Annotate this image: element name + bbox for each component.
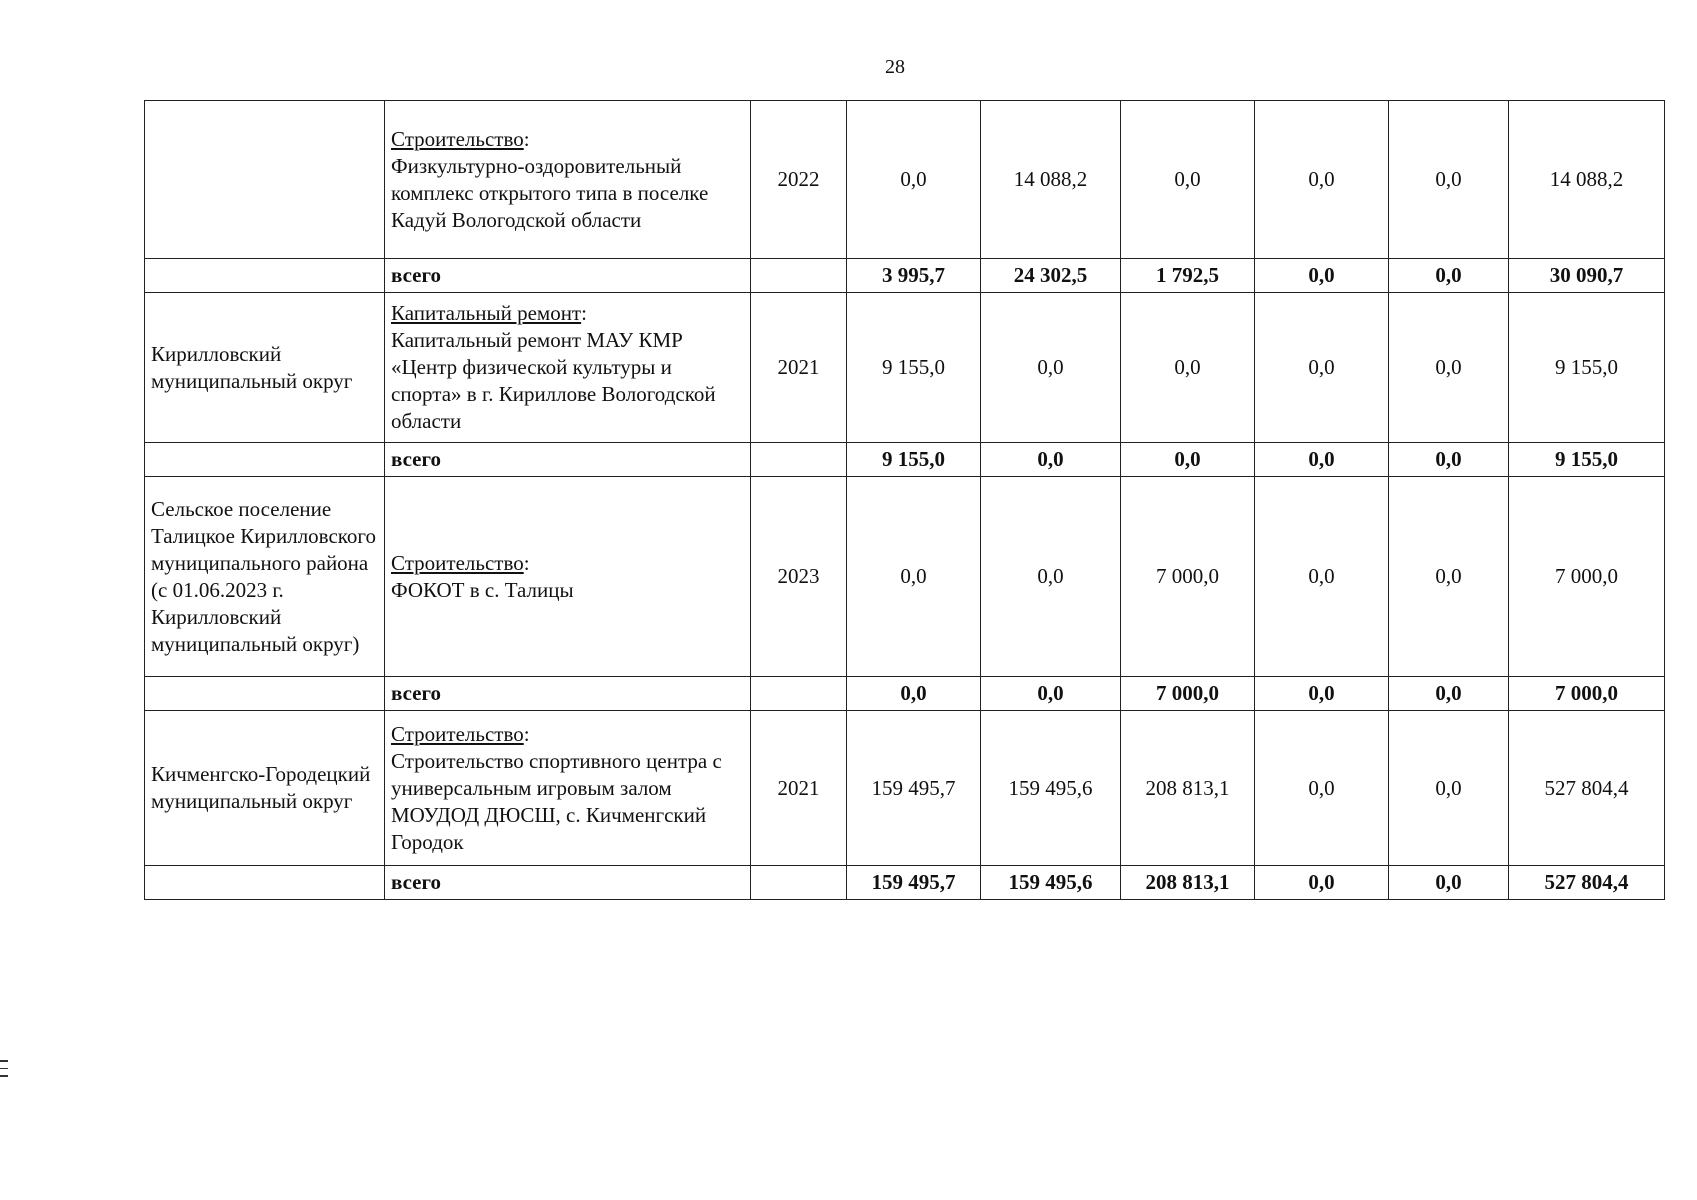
value-cell: 0,0 [1121, 293, 1255, 443]
region-cell: Сельское поселение Талицкое Кирилловского муниципального района (с 01.06.2023 г. Кирилловский муниципальный округ) [145, 477, 385, 677]
total-value-cell: 7 000,0 [1509, 677, 1665, 711]
project-row [145, 711, 1665, 866]
category-label: Строительство [391, 126, 524, 151]
value-cell: 208 813,1 [1121, 711, 1255, 866]
value-cell: 9 155,0 [1509, 293, 1665, 443]
total-value-cell: 0,0 [1255, 866, 1389, 900]
total-value-cell: 0,0 [1389, 677, 1509, 711]
value-cell: 0,0 [1389, 293, 1509, 443]
project-row [145, 293, 1665, 443]
total-value-cell: 0,0 [1389, 866, 1509, 900]
empty-cell [145, 866, 385, 900]
total-value-cell: 0,0 [1255, 443, 1389, 477]
region-cell: Кирилловский муниципальный округ [145, 293, 385, 443]
empty-cell [751, 866, 847, 900]
value-cell: 0,0 [1389, 711, 1509, 866]
empty-cell [751, 443, 847, 477]
year-cell: 2023 [751, 477, 847, 677]
project-row [145, 101, 1665, 259]
total-row [145, 866, 1665, 900]
value-cell: 0,0 [847, 101, 981, 259]
year-cell: 2021 [751, 711, 847, 866]
total-value-cell: 7 000,0 [1121, 677, 1255, 711]
budget-table [144, 100, 1665, 900]
project-cell: Строительство: Физкультурно-оздоровительный комплекс открытого типа в поселке Кадуй Вологодской области [385, 101, 751, 259]
total-label: всего [385, 677, 751, 711]
total-row [145, 259, 1665, 293]
value-cell: 0,0 [981, 293, 1121, 443]
value-cell: 0,0 [981, 477, 1121, 677]
project-row [145, 477, 1665, 677]
value-cell: 14 088,2 [981, 101, 1121, 259]
empty-cell [145, 677, 385, 711]
category-label: Строительство [391, 721, 524, 746]
total-row [145, 677, 1665, 711]
value-cell: 0,0 [1255, 293, 1389, 443]
value-cell: 0,0 [1121, 101, 1255, 259]
total-value-cell: 3 995,7 [847, 259, 981, 293]
value-cell: 7 000,0 [1509, 477, 1665, 677]
value-cell: 159 495,6 [981, 711, 1121, 866]
total-value-cell: 159 495,7 [847, 866, 981, 900]
total-value-cell: 0,0 [1121, 443, 1255, 477]
value-cell: 0,0 [1389, 477, 1509, 677]
value-cell: 0,0 [1389, 101, 1509, 259]
total-value-cell: 0,0 [847, 677, 981, 711]
total-value-cell: 9 155,0 [1509, 443, 1665, 477]
value-cell: 14 088,2 [1509, 101, 1665, 259]
project-cell: Строительство: ФОКОТ в с. Талицы [385, 477, 751, 677]
project-cell: Строительство: Строительство спортивного центра с универсальным игровым залом МОУДОД ДЮСШ, с. Кичменгский Городок [385, 711, 751, 866]
value-cell: 9 155,0 [847, 293, 981, 443]
empty-cell [145, 443, 385, 477]
value-cell: 0,0 [847, 477, 981, 677]
total-value-cell: 159 495,6 [981, 866, 1121, 900]
total-label: всего [385, 443, 751, 477]
value-cell: 527 804,4 [1509, 711, 1665, 866]
project-cell: Капитальный ремонт: Капитальный ремонт МАУ КМР «Центр физической культуры и спорта» в г. Кириллове Вологодской области [385, 293, 751, 443]
page-number: 28 [885, 56, 905, 78]
value-cell: 159 495,7 [847, 711, 981, 866]
empty-cell [145, 259, 385, 293]
project-name: Физкультурно-оздоровительный комплекс открытого типа в поселке Кадуй Вологодской области [391, 153, 709, 232]
margin-marks [0, 1060, 10, 1083]
value-cell: 0,0 [1255, 101, 1389, 259]
total-value-cell: 0,0 [981, 677, 1121, 711]
value-cell: 7 000,0 [1121, 477, 1255, 677]
total-value-cell: 0,0 [1255, 259, 1389, 293]
total-value-cell: 0,0 [1389, 259, 1509, 293]
total-value-cell: 9 155,0 [847, 443, 981, 477]
total-label: всего [385, 866, 751, 900]
category-label: Строительство [391, 550, 524, 575]
region-cell: Кичменгско-Городецкий муниципальный округ [145, 711, 385, 866]
value-cell: 0,0 [1255, 711, 1389, 866]
total-row [145, 443, 1665, 477]
empty-cell [751, 259, 847, 293]
total-value-cell: 208 813,1 [1121, 866, 1255, 900]
total-value-cell: 0,0 [1389, 443, 1509, 477]
year-cell: 2021 [751, 293, 847, 443]
total-label: всего [385, 259, 751, 293]
empty-cell [751, 677, 847, 711]
total-value-cell: 30 090,7 [1509, 259, 1665, 293]
table-body [145, 101, 1665, 900]
total-value-cell: 24 302,5 [981, 259, 1121, 293]
total-value-cell: 527 804,4 [1509, 866, 1665, 900]
year-cell: 2022 [751, 101, 847, 259]
total-value-cell: 0,0 [981, 443, 1121, 477]
total-value-cell: 1 792,5 [1121, 259, 1255, 293]
value-cell: 0,0 [1255, 477, 1389, 677]
total-value-cell: 0,0 [1255, 677, 1389, 711]
region-cell [145, 101, 385, 259]
category-label: Капитальный ремонт [391, 301, 582, 325]
project-name: Строительство спортивного центра с универсальным игровым залом МОУДОД ДЮСШ, с. Кичменгский Городок [391, 748, 722, 854]
project-name: Капитальный ремонт МАУ КМР «Центр физической культуры и спорта» в г. Кириллове Вологодской области [391, 328, 716, 433]
project-name: ФОКОТ в с. Талицы [391, 577, 574, 602]
